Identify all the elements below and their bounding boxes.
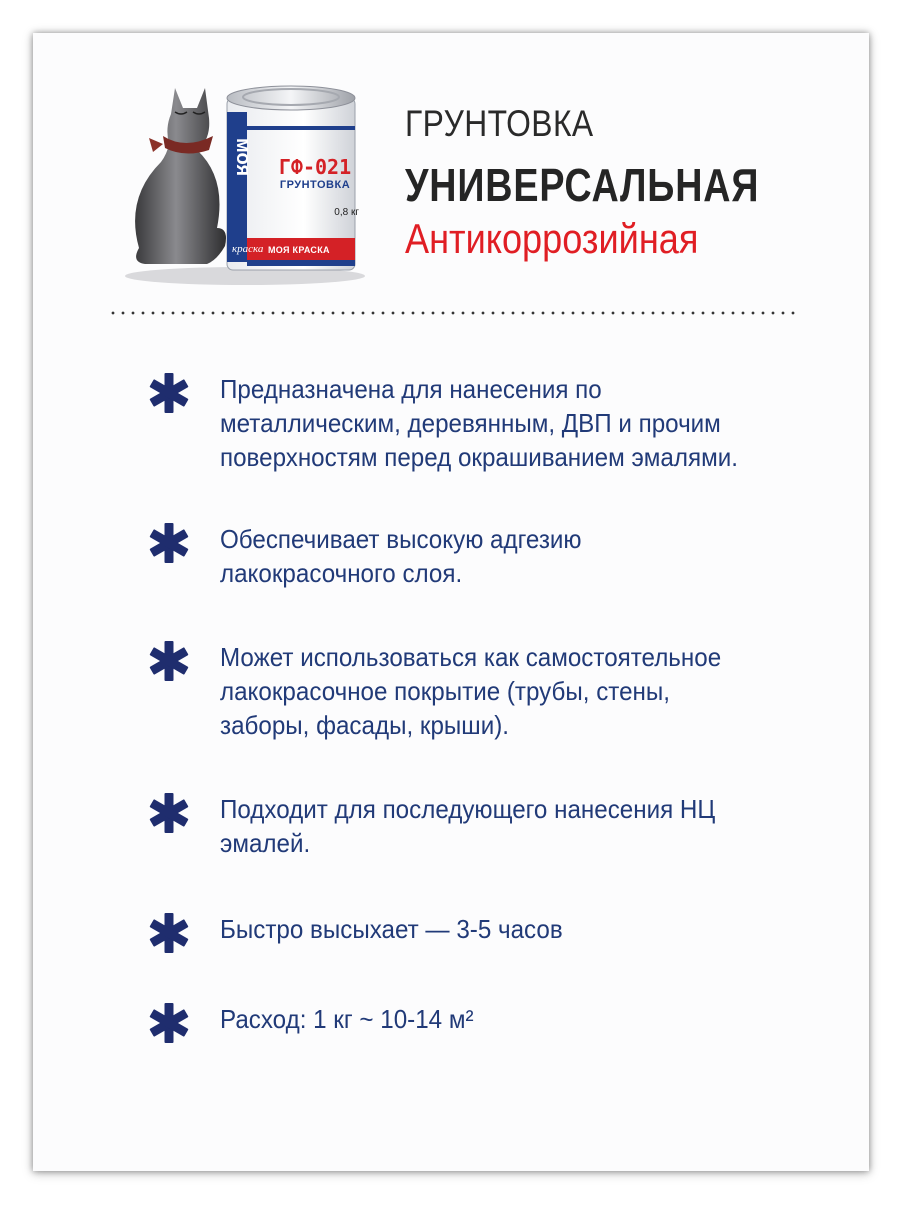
can-type: ГРУНТОВКА: [279, 179, 351, 191]
asterisk-icon: [148, 522, 190, 564]
dotted-divider: [108, 311, 800, 315]
feature-text: Обеспечивает высокую адгезию лакокрасочного слоя.: [220, 524, 582, 588]
title-line-anticorrosive: Антикоррозийная: [405, 215, 699, 262]
feature-text: Подходит для последующего нанесения НЦ эмалей.: [220, 794, 716, 858]
asterisk-icon: [148, 792, 190, 834]
asterisk-icon: [148, 640, 190, 682]
can-label: [265, 156, 365, 220]
title-line-primer: ГРУНТОВКА: [405, 103, 594, 144]
can-script: краска: [232, 243, 264, 255]
feature-text: Быстро высыхает — 3-5 часов: [220, 914, 563, 944]
svg-text:моя: моя: [232, 138, 254, 177]
header: [405, 102, 837, 264]
asterisk-icon: [148, 1002, 190, 1044]
feature-text: Может использоваться как самостоятельное лакокрасочное покрытие (трубы, стены, заборы, фасады, крыши).: [220, 642, 722, 740]
feature-text: Расход: 1 кг ~ 10-14 м²: [220, 1004, 474, 1034]
cat-figurine: [135, 88, 226, 264]
can-brand: МОЯ КРАСКА: [268, 245, 330, 255]
can-code: ГФ-021: [278, 155, 352, 179]
asterisk-icon: [148, 372, 190, 414]
feature-text: Предназначена для нанесения по металлическим, деревянным, ДВП и прочим поверхностям перед окрашиванием эмалями.: [220, 374, 738, 472]
can-weight: 0,8 кг: [334, 207, 359, 218]
title-line-universal: УНИВЕРСАЛЬНАЯ: [405, 159, 760, 211]
asterisk-icon: [148, 912, 190, 954]
